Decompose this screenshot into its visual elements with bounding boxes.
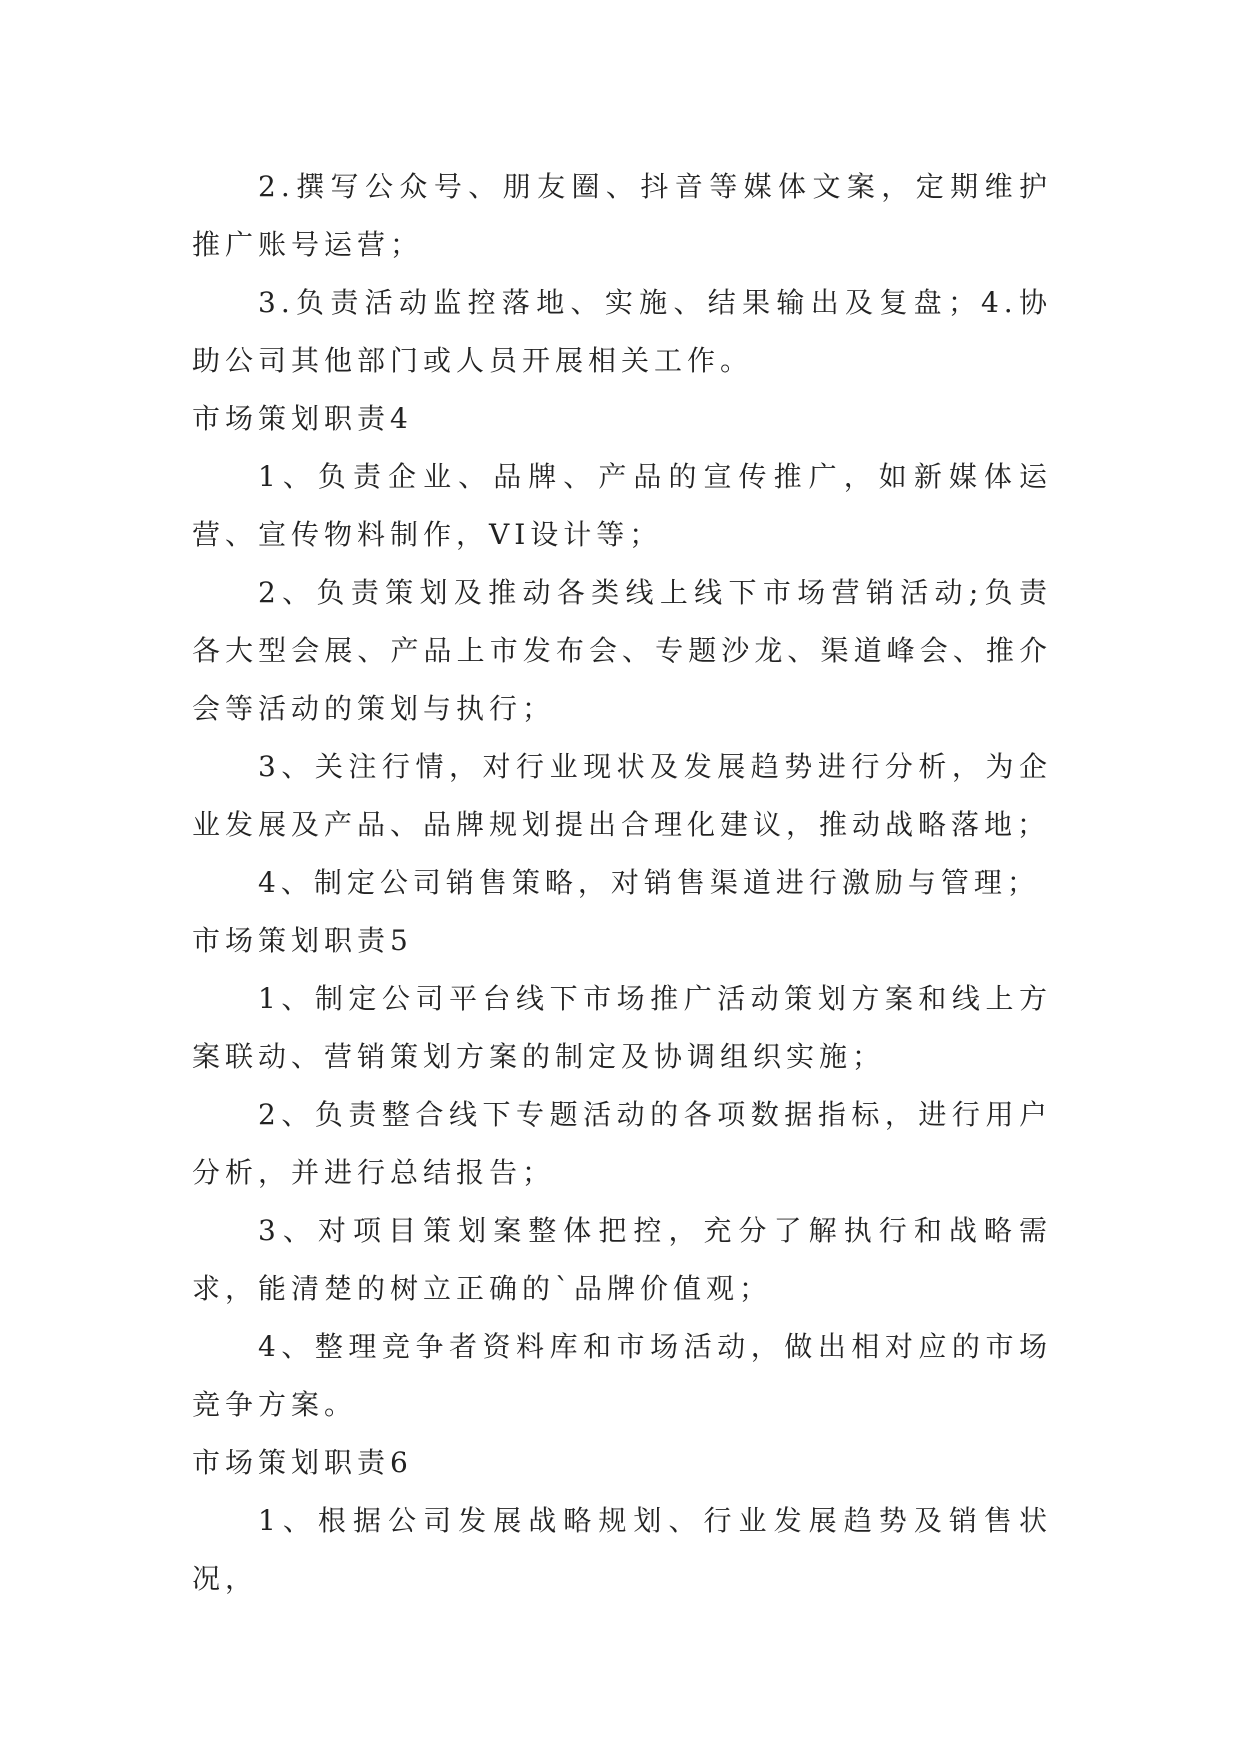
- paragraph-5-4: 4、整理竞争者资料库和市场活动，做出相对应的市场竞争方案。: [192, 1330, 1052, 1421]
- document-body: [192, 158, 1052, 1608]
- section-heading-6: 市场策划职责6: [192, 1446, 413, 1479]
- paragraph-5-3: 3、对项目策划案整体把控，充分了解执行和战略需求，能清楚的树立正确的`品牌价值观；: [192, 1214, 1052, 1305]
- paragraph-4-1: 1、负责企业、品牌、产品的宣传推广，如新媒体运营、宣传物料制作，VI设计等；: [192, 460, 1052, 551]
- paragraph-activity-monitoring: 3.负责活动监控落地、实施、结果输出及复盘；4.协助公司其他部门或人员开展相关工作。: [192, 286, 1052, 377]
- paragraph-4-4: 4、制定公司销售策略，对销售渠道进行激励与管理；: [258, 866, 1040, 899]
- paragraph-6-1: 1、根据公司发展战略规划、行业发展趋势及销售状况，: [192, 1504, 1052, 1595]
- paragraph-5-2: 2、负责整合线下专题活动的各项数据指标，进行用户分析，并进行总结报告；: [192, 1098, 1052, 1189]
- section-heading-4: 市场策划职责4: [192, 402, 413, 435]
- paragraph-media-copywriting: 2.撰写公众号、朋友圈、抖音等媒体文案，定期维护推广账号运营；: [192, 170, 1052, 261]
- paragraph-4-3: 3、关注行情，对行业现状及发展趋势进行分析，为企业发展及产品、品牌规划提出合理化建议，推动战略落地；: [192, 750, 1052, 841]
- section-heading-5: 市场策划职责5: [192, 924, 413, 957]
- paragraph-5-1: 1、制定公司平台线下市场推广活动策划方案和线上方案联动、营销策划方案的制定及协调组织实施；: [192, 982, 1052, 1073]
- paragraph-4-2: 2、负责策划及推动各类线上线下市场营销活动;负责各大型会展、产品上市发布会、专题沙龙、渠道峰会、推介会等活动的策划与执行；: [192, 576, 1052, 725]
